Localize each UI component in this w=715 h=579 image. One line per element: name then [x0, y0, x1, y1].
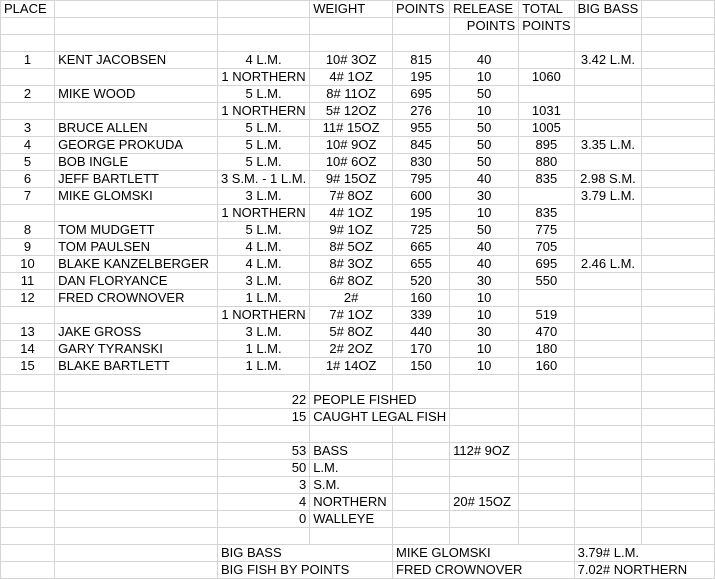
points-cell[interactable]: 955 [393, 120, 450, 137]
angler-name-cell[interactable]: BOB INGLE [55, 154, 218, 171]
weight-cell[interactable]: 2# [310, 290, 393, 307]
northern-weight[interactable]: 20# 15OZ [450, 494, 519, 511]
angler-name-cell[interactable]: GARY TYRANSKI [55, 341, 218, 358]
total-points-cell[interactable] [519, 188, 574, 205]
summary-row-caught [1, 409, 715, 426]
points-cell[interactable]: 170 [393, 341, 450, 358]
total-points-cell[interactable]: 160 [519, 358, 574, 375]
place-cell[interactable]: 1 [1, 52, 55, 69]
weight-cell[interactable]: 5# 8OZ [310, 324, 393, 341]
place-cell[interactable]: 9 [1, 239, 55, 256]
release-points-cell[interactable]: 40 [450, 171, 519, 188]
summary-row-sm [1, 477, 715, 494]
header-total-points[interactable]: POINTS [519, 18, 574, 35]
release-points-cell[interactable]: 50 [450, 154, 519, 171]
lm-label[interactable]: L.M. [310, 460, 393, 477]
summary-row-bass [1, 443, 715, 460]
weight-cell[interactable]: 7# 1OZ [310, 307, 393, 324]
result-row [1, 256, 715, 273]
release-points-cell[interactable]: 10 [450, 69, 519, 86]
blank-row [1, 35, 715, 52]
weight-cell[interactable]: 7# 8OZ [310, 188, 393, 205]
place-cell[interactable]: 8 [1, 222, 55, 239]
points-cell[interactable]: 195 [393, 69, 450, 86]
total-points-cell[interactable]: 550 [519, 273, 574, 290]
big-bass-cell[interactable] [574, 290, 642, 307]
species-cell[interactable]: 3 L.M. [217, 324, 309, 341]
header-place[interactable]: PLACE [1, 1, 55, 18]
points-cell[interactable]: 339 [393, 307, 450, 324]
result-row [1, 341, 715, 358]
big-bass-label[interactable]: BIG BASS [217, 545, 392, 562]
total-points-cell[interactable]: 775 [519, 222, 574, 239]
empty-cell[interactable] [642, 273, 715, 290]
empty-cell[interactable] [642, 290, 715, 307]
header-total[interactable]: TOTAL [519, 1, 574, 18]
big-bass-cell[interactable] [574, 358, 642, 375]
summary-row-walleye [1, 511, 715, 528]
species-cell[interactable]: 3 L.M. [217, 188, 309, 205]
total-points-cell[interactable]: 1005 [519, 120, 574, 137]
place-cell[interactable]: 6 [1, 171, 55, 188]
result-row [1, 171, 715, 188]
big-bass-cell[interactable]: 3.42 L.M. [574, 52, 642, 69]
angler-name-cell[interactable] [55, 205, 218, 222]
big-bass-cell[interactable] [574, 69, 642, 86]
weight-cell[interactable]: 10# 6OZ [310, 154, 393, 171]
place-cell[interactable]: 3 [1, 120, 55, 137]
big-bass-cell[interactable] [574, 307, 642, 324]
weight-cell[interactable]: 9# 15OZ [310, 171, 393, 188]
bass-count[interactable]: 53 [217, 443, 309, 460]
result-row [1, 188, 715, 205]
release-points-cell[interactable]: 10 [450, 341, 519, 358]
big-fish-winner[interactable]: FRED CROWNOVER [393, 562, 575, 579]
caught-legal-label[interactable]: CAUGHT LEGAL FISH [310, 409, 450, 426]
empty-cell[interactable] [642, 256, 715, 273]
empty-cell[interactable] [642, 137, 715, 154]
release-points-cell[interactable]: 40 [450, 239, 519, 256]
total-points-cell[interactable]: 880 [519, 154, 574, 171]
weight-cell[interactable]: 2# 2OZ [310, 341, 393, 358]
result-row [1, 69, 715, 86]
total-points-cell[interactable] [519, 290, 574, 307]
species-cell[interactable]: 3 L.M. [217, 273, 309, 290]
empty-cell[interactable] [642, 239, 715, 256]
big-bass-cell[interactable] [574, 86, 642, 103]
empty-cell[interactable] [642, 307, 715, 324]
bass-weight[interactable]: 112# 9OZ [450, 443, 519, 460]
big-bass-cell[interactable] [574, 154, 642, 171]
northern-label[interactable]: NORTHERN [310, 494, 393, 511]
release-points-cell[interactable]: 10 [450, 358, 519, 375]
species-cell[interactable]: 5 L.M. [217, 154, 309, 171]
points-cell[interactable]: 815 [393, 52, 450, 69]
caught-legal-count[interactable]: 15 [217, 409, 309, 426]
empty-cell[interactable] [642, 52, 715, 69]
weight-cell[interactable]: 8# 3OZ [310, 256, 393, 273]
blank-row [1, 528, 715, 545]
total-points-cell[interactable]: 895 [519, 137, 574, 154]
angler-name-cell[interactable]: JAKE GROSS [55, 324, 218, 341]
points-cell[interactable]: 276 [393, 103, 450, 120]
place-cell[interactable]: 15 [1, 358, 55, 375]
species-cell[interactable]: 1 NORTHERN [217, 103, 309, 120]
result-row [1, 120, 715, 137]
weight-cell[interactable]: 11# 15OZ [310, 120, 393, 137]
result-row [1, 103, 715, 120]
species-cell[interactable]: 3 S.M. - 1 L.M. [217, 171, 309, 188]
points-cell[interactable]: 655 [393, 256, 450, 273]
total-points-cell[interactable]: 1060 [519, 69, 574, 86]
points-cell[interactable]: 520 [393, 273, 450, 290]
big-fish-value[interactable]: 7.02# NORTHERN [574, 562, 714, 579]
award-row-big-fish [1, 562, 715, 579]
big-bass-cell[interactable] [574, 341, 642, 358]
points-cell[interactable]: 795 [393, 171, 450, 188]
species-cell[interactable]: 1 L.M. [217, 341, 309, 358]
bass-label[interactable]: BASS [310, 443, 393, 460]
empty-cell[interactable] [642, 86, 715, 103]
result-row [1, 239, 715, 256]
big-bass-cell[interactable]: 2.46 L.M. [574, 256, 642, 273]
result-row [1, 52, 715, 69]
result-row [1, 273, 715, 290]
empty-cell[interactable] [642, 103, 715, 120]
weight-cell[interactable]: 8# 11OZ [310, 86, 393, 103]
angler-name-cell[interactable]: MIKE WOOD [55, 86, 218, 103]
sm-label[interactable]: S.M. [310, 477, 393, 494]
empty-cell[interactable] [642, 205, 715, 222]
header-release[interactable]: RELEASE [450, 1, 519, 18]
big-bass-cell[interactable] [574, 273, 642, 290]
species-cell[interactable]: 1 L.M. [217, 358, 309, 375]
place-cell[interactable]: 5 [1, 154, 55, 171]
summary-row-lm [1, 460, 715, 477]
species-cell[interactable]: 5 L.M. [217, 222, 309, 239]
species-cell[interactable]: 5 L.M. [217, 120, 309, 137]
place-cell[interactable] [1, 103, 55, 120]
place-cell[interactable]: 13 [1, 324, 55, 341]
blank-row [1, 426, 715, 443]
big-bass-cell[interactable] [574, 120, 642, 137]
big-bass-cell[interactable] [574, 239, 642, 256]
result-row [1, 205, 715, 222]
total-points-cell[interactable]: 705 [519, 239, 574, 256]
points-cell[interactable]: 600 [393, 188, 450, 205]
angler-name-cell[interactable] [55, 103, 218, 120]
total-points-cell[interactable]: 519 [519, 307, 574, 324]
result-row [1, 137, 715, 154]
release-points-cell[interactable]: 10 [450, 307, 519, 324]
place-cell[interactable]: 7 [1, 188, 55, 205]
result-row [1, 222, 715, 239]
total-points-cell[interactable] [519, 52, 574, 69]
release-points-cell[interactable]: 10 [450, 290, 519, 307]
species-cell[interactable]: 4 L.M. [217, 239, 309, 256]
species-cell[interactable]: 1 NORTHERN [217, 205, 309, 222]
big-bass-cell[interactable] [574, 222, 642, 239]
result-row [1, 307, 715, 324]
place-cell[interactable]: 12 [1, 290, 55, 307]
big-bass-cell[interactable] [574, 324, 642, 341]
northern-count[interactable]: 4 [217, 494, 309, 511]
empty-cell[interactable] [642, 120, 715, 137]
header-points[interactable]: POINTS [393, 1, 450, 18]
big-bass-cell[interactable] [574, 103, 642, 120]
weight-cell[interactable]: 10# 3OZ [310, 52, 393, 69]
result-row [1, 86, 715, 103]
release-points-cell[interactable]: 50 [450, 222, 519, 239]
points-cell[interactable]: 830 [393, 154, 450, 171]
weight-cell[interactable]: 5# 12OZ [310, 103, 393, 120]
empty-cell[interactable] [642, 222, 715, 239]
angler-name-cell[interactable]: JEFF BARTLETT [55, 171, 218, 188]
total-points-cell[interactable] [519, 86, 574, 103]
result-row [1, 324, 715, 341]
species-cell[interactable]: 1 L.M. [217, 290, 309, 307]
release-points-cell[interactable]: 30 [450, 324, 519, 341]
weight-cell[interactable]: 1# 14OZ [310, 358, 393, 375]
big-bass-cell[interactable]: 2.98 S.M. [574, 171, 642, 188]
empty-cell[interactable] [642, 188, 715, 205]
place-cell[interactable] [1, 205, 55, 222]
place-cell[interactable]: 11 [1, 273, 55, 290]
angler-name-cell[interactable]: BLAKE KANZELBERGER [55, 256, 218, 273]
weight-cell[interactable]: 4# 1OZ [310, 69, 393, 86]
big-bass-value[interactable]: 3.79# L.M. [574, 545, 714, 562]
lm-count[interactable]: 50 [217, 460, 309, 477]
place-cell[interactable]: 10 [1, 256, 55, 273]
total-points-cell[interactable]: 470 [519, 324, 574, 341]
big-bass-cell[interactable] [574, 205, 642, 222]
release-points-cell[interactable]: 50 [450, 120, 519, 137]
summary-row-northern [1, 494, 715, 511]
big-bass-winner[interactable]: MIKE GLOMSKI [393, 545, 575, 562]
total-points-cell[interactable]: 695 [519, 256, 574, 273]
place-cell[interactable]: 2 [1, 86, 55, 103]
angler-name-cell[interactable]: DAN FLORYANCE [55, 273, 218, 290]
empty-cell[interactable] [642, 69, 715, 86]
header-release-points[interactable]: POINTS [450, 18, 519, 35]
points-cell[interactable]: 695 [393, 86, 450, 103]
angler-name-cell[interactable]: MIKE GLOMSKI [55, 188, 218, 205]
species-cell[interactable]: 1 NORTHERN [217, 307, 309, 324]
big-fish-label[interactable]: BIG FISH BY POINTS [217, 562, 392, 579]
header-big-bass[interactable]: BIG BASS [574, 1, 642, 18]
points-cell[interactable]: 160 [393, 290, 450, 307]
empty-cell[interactable] [642, 324, 715, 341]
summary-row-people [1, 392, 715, 409]
species-cell[interactable]: 4 L.M. [217, 52, 309, 69]
header-row [1, 1, 715, 18]
species-cell[interactable]: 5 L.M. [217, 86, 309, 103]
big-bass-cell[interactable]: 3.79 L.M. [574, 188, 642, 205]
points-cell[interactable]: 150 [393, 358, 450, 375]
people-fished-label[interactable]: PEOPLE FISHED [310, 392, 450, 409]
points-cell[interactable]: 195 [393, 205, 450, 222]
release-points-cell[interactable]: 40 [450, 52, 519, 69]
species-cell[interactable]: 5 L.M. [217, 137, 309, 154]
angler-name-cell[interactable]: KENT JACOBSEN [55, 52, 218, 69]
total-points-cell[interactable]: 180 [519, 341, 574, 358]
people-fished-count[interactable]: 22 [217, 392, 309, 409]
walleye-label[interactable]: WALLEYE [310, 511, 393, 528]
result-row [1, 358, 715, 375]
blank-row [1, 375, 715, 392]
result-row [1, 290, 715, 307]
weight-cell[interactable]: 9# 1OZ [310, 222, 393, 239]
total-points-cell[interactable]: 1031 [519, 103, 574, 120]
weight-cell[interactable]: 10# 9OZ [310, 137, 393, 154]
angler-name-cell[interactable] [55, 69, 218, 86]
empty-cell[interactable] [642, 341, 715, 358]
total-points-cell[interactable]: 835 [519, 205, 574, 222]
place-cell[interactable]: 14 [1, 341, 55, 358]
release-points-cell[interactable]: 40 [450, 256, 519, 273]
angler-name-cell[interactable] [55, 307, 218, 324]
walleye-count[interactable]: 0 [217, 511, 309, 528]
release-points-cell[interactable]: 10 [450, 205, 519, 222]
place-cell[interactable] [1, 69, 55, 86]
points-cell[interactable]: 665 [393, 239, 450, 256]
angler-name-cell[interactable]: GEORGE PROKUDA [55, 137, 218, 154]
points-cell[interactable]: 440 [393, 324, 450, 341]
angler-name-cell[interactable]: TOM PAULSEN [55, 239, 218, 256]
sm-count[interactable]: 3 [217, 477, 309, 494]
release-points-cell[interactable]: 50 [450, 86, 519, 103]
big-bass-cell[interactable]: 3.35 L.M. [574, 137, 642, 154]
angler-name-cell[interactable]: BRUCE ALLEN [55, 120, 218, 137]
release-points-cell[interactable]: 30 [450, 273, 519, 290]
angler-name-cell[interactable]: BLAKE BARTLETT [55, 358, 218, 375]
species-cell[interactable]: 1 NORTHERN [217, 69, 309, 86]
weight-cell[interactable]: 8# 5OZ [310, 239, 393, 256]
points-cell[interactable]: 725 [393, 222, 450, 239]
empty-cell[interactable] [642, 358, 715, 375]
header-weight[interactable]: WEIGHT [310, 1, 393, 18]
points-cell[interactable]: 845 [393, 137, 450, 154]
result-row [1, 154, 715, 171]
award-row-big-bass [1, 545, 715, 562]
release-points-cell[interactable]: 10 [450, 103, 519, 120]
empty-cell[interactable] [642, 154, 715, 171]
header-row-2 [1, 18, 715, 35]
total-points-cell[interactable]: 835 [519, 171, 574, 188]
place-cell[interactable] [1, 307, 55, 324]
weight-cell[interactable]: 4# 1OZ [310, 205, 393, 222]
weight-cell[interactable]: 6# 8OZ [310, 273, 393, 290]
species-cell[interactable]: 4 L.M. [217, 256, 309, 273]
angler-name-cell[interactable]: TOM MUDGETT [55, 222, 218, 239]
empty-cell[interactable] [642, 171, 715, 188]
release-points-cell[interactable]: 30 [450, 188, 519, 205]
place-cell[interactable]: 4 [1, 137, 55, 154]
angler-name-cell[interactable]: FRED CROWNOVER [55, 290, 218, 307]
release-points-cell[interactable]: 50 [450, 137, 519, 154]
